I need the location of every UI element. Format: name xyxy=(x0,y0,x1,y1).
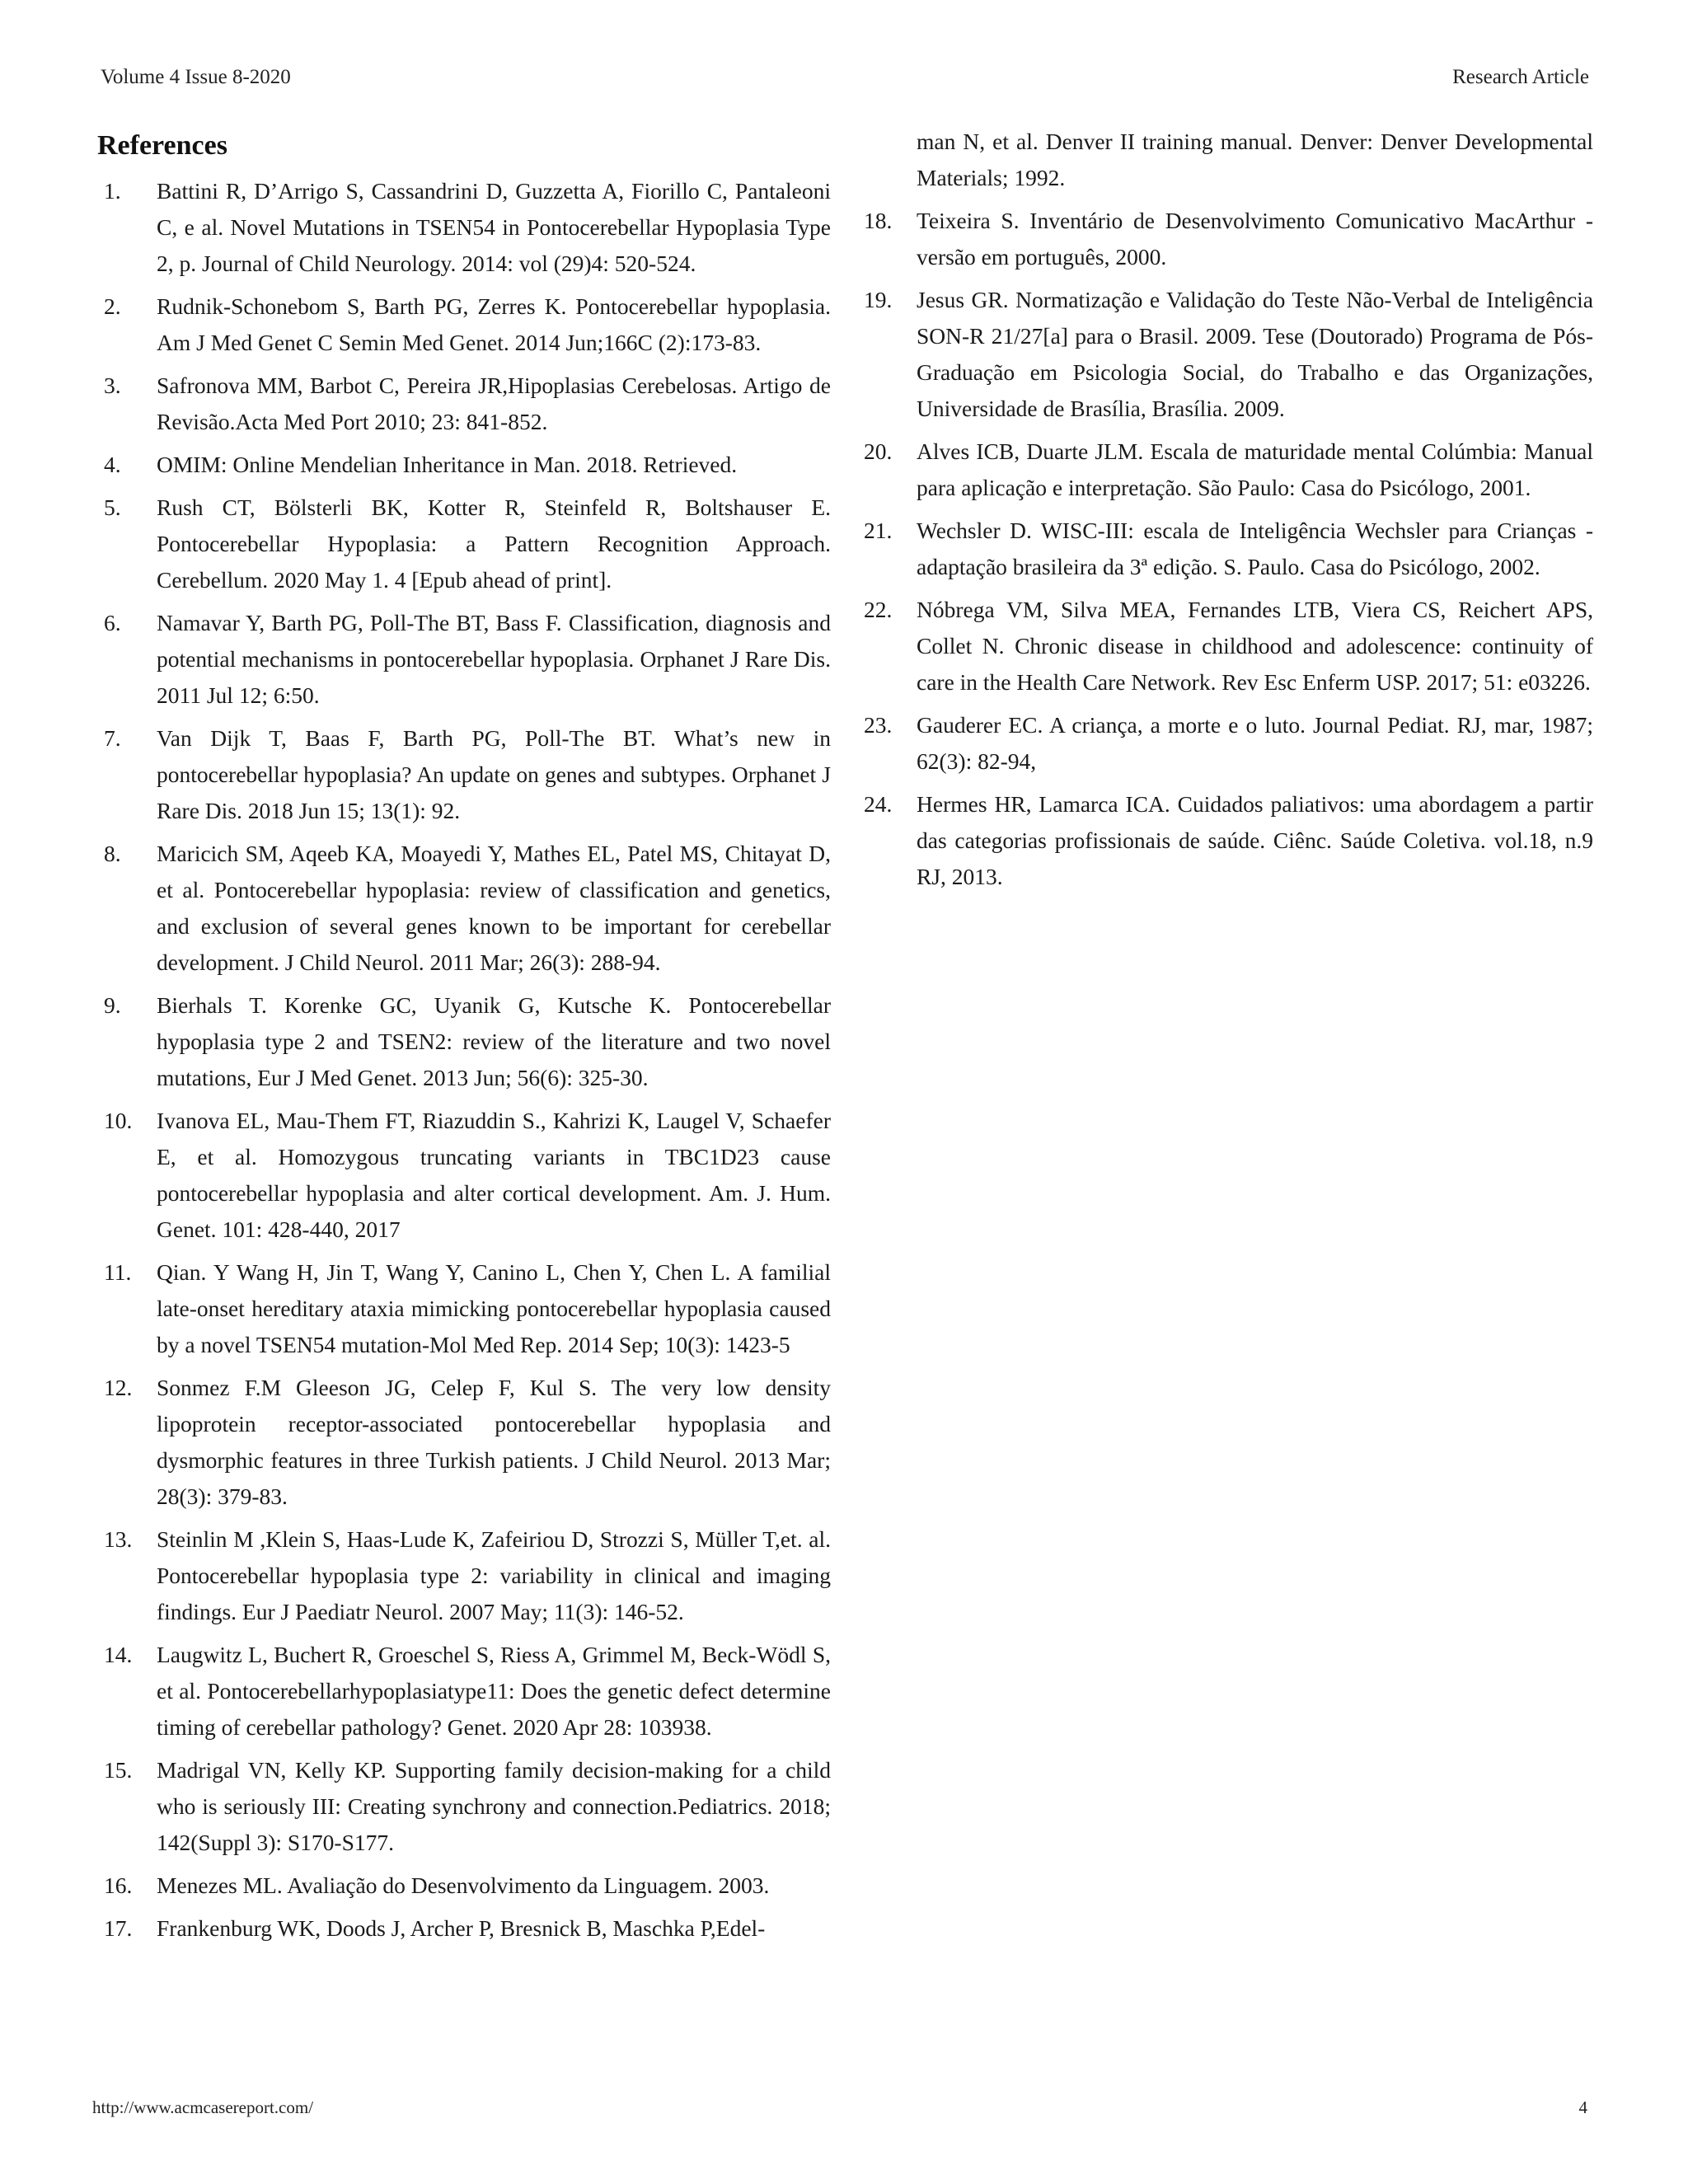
reference-number: 3. xyxy=(104,373,121,398)
reference-number: 5. xyxy=(104,494,121,520)
reference-number: 6. xyxy=(104,610,121,635)
reference-text: Hermes HR, Lamarca ICA. Cuidados paliativos: uma abordagem a partir das categorias profissionais de saúde. Ciênc. Saúde Coletiva. vol.18, n.9 RJ, 2013. xyxy=(917,791,1593,889)
reference-number: 11. xyxy=(104,1259,132,1285)
reference-item xyxy=(857,786,1593,895)
reference-item xyxy=(857,203,1593,275)
reference-item xyxy=(857,434,1593,506)
reference-item xyxy=(97,1910,831,1947)
reference-item xyxy=(97,1868,831,1904)
reference-item xyxy=(97,1521,831,1630)
reference-text: Madrigal VN, Kelly KP. Supporting family decision-making for a child who is seriously III: Creating synchrony and connection.Pediatrics. 2018; 142(Suppl 3): S170-S177. xyxy=(157,1757,831,1855)
reference-number: 15. xyxy=(104,1757,133,1783)
reference-item xyxy=(857,707,1593,780)
reference-text: Qian. Y Wang H, Jin T, Wang Y, Canino L, Chen Y, Chen L. A familial late-onset hereditary ataxia mimicking pontocerebellar hypoplasia caused by a novel TSEN54 mutation-Mol Med Rep. 2014 Sep; 10(3): 1423-5 xyxy=(157,1259,831,1357)
reference-text: Jesus GR. Normatização e Validação do Teste Não-Verbal de Inteligência SON-R 21/27[a] para o Brasil. 2009. Tese (Doutorado) Programa de Pós-Graduação em Psicologia Social, do Trabalho e das Organizações, Universidade de Brasília, Brasília. 2009. xyxy=(917,287,1593,421)
reference-text: Menezes ML. Avaliação do Desenvolvimento da Linguagem. 2003. xyxy=(157,1872,770,1898)
reference-text: Battini R, D’Arrigo S, Cassandrini D, Guzzetta A, Fiorillo C, Pantaleoni C, e al. Novel Mutations in TSEN54 in Pontocerebellar Hypoplasia Type 2, p. Journal of Child Neurology. 2014: vol (29)4: 520-524. xyxy=(157,178,831,276)
article-type-header: Research Article xyxy=(1452,66,1589,88)
reference-number: 18. xyxy=(864,208,893,233)
reference-number: 9. xyxy=(104,992,121,1018)
reference-text: Rush CT, Bölsterli BK, Kotter R, Steinfeld R, Boltshauser E. Pontocerebellar Hypoplasia: a Pattern Recognition Approach. Cerebellum. 2020 May 1. 4 [Epub ahead of print]. xyxy=(157,494,831,593)
reference-item xyxy=(97,368,831,440)
reference-text: Bierhals T. Korenke GC, Uyanik G, Kutsche K. Pontocerebellar hypoplasia type 2 and TSEN2: review of the literature and two novel mutations, Eur J Med Genet. 2013 Jun; 56(6): 325-30. xyxy=(157,992,831,1090)
reference-number: 21. xyxy=(864,518,893,543)
reference-item xyxy=(857,282,1593,427)
reference-item xyxy=(97,605,831,714)
reference-item xyxy=(857,592,1593,701)
reference-item xyxy=(97,720,831,829)
reference-text: Maricich SM, Aqeeb KA, Moayedi Y, Mathes EL, Patel MS, Chitayat D, et al. Pontocerebellar hypoplasia: review of classification and genetics, and exclusion of several genes known to be important for cerebellar development. J Child Neurol. 2011 Mar; 26(3): 288-94. xyxy=(157,841,831,975)
reference-17-continuation: man N, et al. Denver II training manual. Denver: Denver Developmental Materials; 1992. xyxy=(917,129,1593,190)
reference-text: OMIM: Online Mendelian Inheritance in Man. 2018. Retrieved. xyxy=(157,452,738,477)
reference-number: 8. xyxy=(104,841,121,866)
reference-number: 23. xyxy=(864,712,893,738)
reference-number: 20. xyxy=(864,438,893,464)
reference-item xyxy=(97,1254,831,1363)
reference-text: Sonmez F.M Gleeson JG, Celep F, Kul S. The very low density lipoprotein receptor-associated pontocerebellar hypoplasia and dysmorphic features in three Turkish patients. J Child Neurol. 2013 Mar; 28(3): 379-83. xyxy=(157,1375,831,1509)
reference-number: 1. xyxy=(104,178,121,204)
reference-text: Rudnik-Schonebom S, Barth PG, Zerres K. Pontocerebellar hypoplasia. Am J Med Genet C Semin Med Genet. 2014 Jun;166C (2):173-83. xyxy=(157,293,831,355)
reference-text: Van Dijk T, Baas F, Barth PG, Poll-The BT. What’s new in pontocerebellar hypoplasia? An update on genes and subtypes. Orphanet J Rare Dis. 2018 Jun 15; 13(1): 92. xyxy=(157,725,831,823)
reference-item xyxy=(97,1637,831,1746)
footer-url[interactable]: http://www.acmcasereport.com/ xyxy=(92,2097,314,2117)
reference-number: 16. xyxy=(104,1872,133,1898)
reference-number: 14. xyxy=(104,1642,133,1667)
reference-text: Wechsler D. WISC-III: escala de Inteligência Wechsler para Crianças - adaptação brasileira da 3ª edição. S. Paulo. Casa do Psicólogo, 2002. xyxy=(917,518,1593,579)
reference-text: Gauderer EC. A criança, a morte e o luto. Journal Pediat. RJ, mar, 1987; 62(3): 82-94, xyxy=(917,712,1593,774)
reference-text: Nóbrega VM, Silva MEA, Fernandes LTB, Viera CS, Reichert APS, Collet N. Chronic disease in childhood and adolescence: continuity of care in the Health Care Network. Rev Esc Enferm USP. 2017; 51: e03226. xyxy=(917,597,1593,695)
reference-item xyxy=(97,173,831,282)
reference-text: Namavar Y, Barth PG, Poll-The BT, Bass F. Classification, diagnosis and potential mechanisms in pontocerebellar hypoplasia. Orphanet J Rare Dis. 2011 Jul 12; 6:50. xyxy=(157,610,831,708)
reference-text: Safronova MM, Barbot C, Pereira JR,Hipoplasias Cerebelosas. Artigo de Revisão.Acta Med Port 2010; 23: 841-852. xyxy=(157,373,831,434)
reference-number: 17. xyxy=(104,1915,133,1941)
reference-number: 2. xyxy=(104,293,121,319)
reference-text: Laugwitz L, Buchert R, Groeschel S, Riess A, Grimmel M, Beck-Wödl S, et al. Pontocerebellarhypoplasiatype11: Does the genetic defect determine timing of cerebellar pathology? Genet. 2020 Apr 28: 103938. xyxy=(157,1642,831,1740)
reference-text: Teixeira S. Inventário de Desenvolvimento Comunicativo MacArthur - versão em português, 2000. xyxy=(917,208,1593,269)
reference-number: 19. xyxy=(864,287,893,312)
reference-item xyxy=(97,490,831,598)
reference-item xyxy=(97,1370,831,1515)
reference-item xyxy=(97,1103,831,1248)
references-heading: References xyxy=(97,130,227,161)
reference-number: 22. xyxy=(864,597,893,622)
references-list-left xyxy=(97,173,831,1947)
reference-item xyxy=(97,1752,831,1861)
reference-item xyxy=(97,288,831,361)
reference-item xyxy=(97,836,831,981)
reference-number: 4. xyxy=(104,452,121,477)
reference-number: 24. xyxy=(864,791,893,817)
reference-item xyxy=(97,447,831,483)
reference-text: Ivanova EL, Mau-Them FT, Riazuddin S., Kahrizi K, Laugel V, Schaefer E, et al. Homozygous truncating variants in TBC1D23 cause pontocerebellar hypoplasia and alter cortical development. Am. J. Hum. Genet. 101: 428-440, 2017 xyxy=(157,1108,831,1242)
reference-item xyxy=(857,513,1593,585)
reference-number: 10. xyxy=(104,1108,133,1133)
reference-text: Frankenburg WK, Doods J, Archer P, Bresnick B, Maschka P,Edel- xyxy=(157,1915,766,1941)
reference-number: 12. xyxy=(104,1375,133,1400)
page-number: 4 xyxy=(1578,2097,1587,2117)
reference-number: 7. xyxy=(104,725,121,751)
reference-text: Steinlin M ,Klein S, Haas-Lude K, Zafeiriou D, Strozzi S, Müller T,et. al. Pontocerebellar hypoplasia type 2: variability in clinical and imaging findings. Eur J Paediatr Neurol. 2007 May; 11(3): 146-52. xyxy=(157,1526,831,1624)
reference-text: Alves ICB, Duarte JLM. Escala de maturidade mental Colúmbia: Manual para aplicação e interpretação. São Paulo: Casa do Psicólogo, 2001. xyxy=(917,438,1593,500)
journal-volume-header: Volume 4 Issue 8-2020 xyxy=(101,66,291,88)
reference-item xyxy=(97,987,831,1096)
right-column xyxy=(857,124,1593,902)
left-column xyxy=(97,124,831,1953)
references-list-right xyxy=(857,203,1593,895)
reference-number: 13. xyxy=(104,1526,133,1552)
